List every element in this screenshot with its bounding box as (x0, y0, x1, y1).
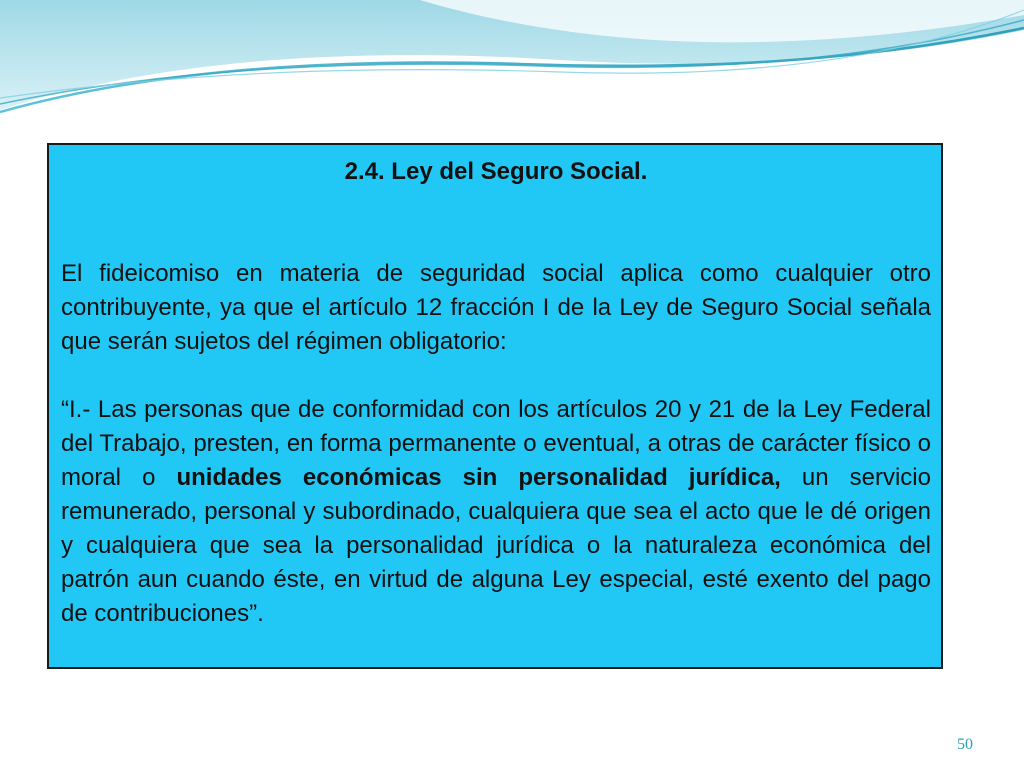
quote-text-part2: un servicio remunerado, personal y subordinado, cualquiera que sea el acto que le dé origen y cualquiera que sea la personalidad jurídica o la naturaleza económica del patrón aun cuando éste, en virtud de alguna Ley especial, esté exento del pago de contribuciones”. (61, 464, 931, 627)
content-box (47, 143, 943, 669)
intro-paragraph: El fideicomiso en materia de seguridad social aplica como cualquier otro contribuyente, ya que el artículo 12 fracción I de la Ley de Seguro Social señala que serán sujetos del régimen obligatorio: (61, 260, 931, 355)
quote-bold-text: unidades económicas sin personalidad jurídica, (176, 464, 781, 491)
quote-paragraph (61, 393, 931, 631)
decorative-wave-banner (0, 0, 1024, 130)
paragraph-gap (61, 359, 931, 393)
slide-title: 2.4. Ley del Seguro Social. (344, 158, 648, 185)
page-number: 50 (957, 736, 973, 753)
quote-text-part1: “I.- Las personas que de conformidad con los artículos 20 y 21 de la Ley Federal del Trabajo, presten, en forma permanente o eventual, a otras de carácter físico o moral o (61, 396, 931, 491)
spacer (61, 189, 931, 257)
